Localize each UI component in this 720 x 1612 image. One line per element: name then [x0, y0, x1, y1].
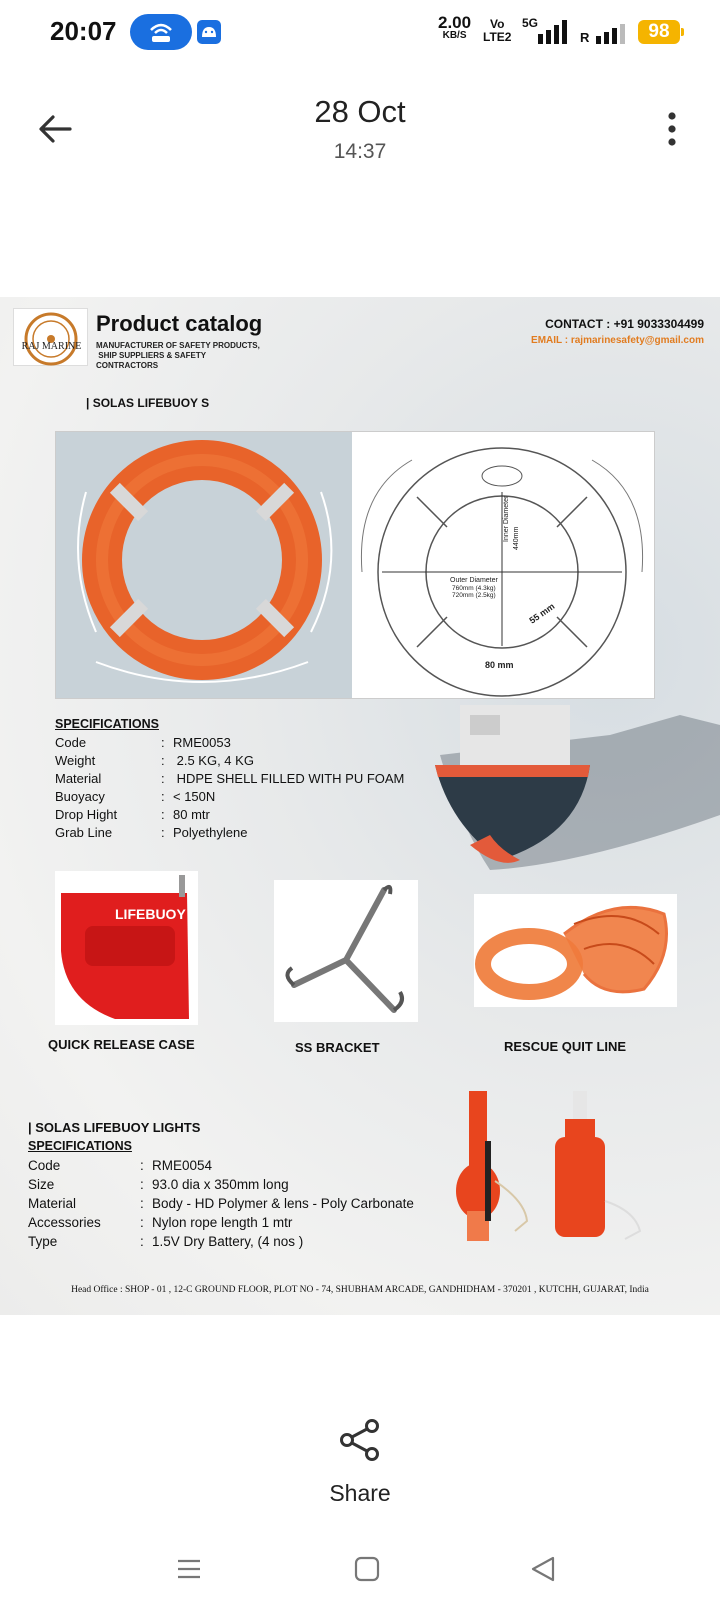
svg-text:80 mm: 80 mm — [485, 660, 514, 670]
lights-spec-row: Material : Body - HD Polymer & lens - Poly Carbonate — [28, 1196, 414, 1211]
svg-text:55 mm: 55 mm — [527, 601, 557, 626]
quick-release-case-image — [55, 871, 198, 1025]
svg-text:720mm (2.5kg): 720mm (2.5kg) — [452, 592, 496, 599]
lifebuoy-diagram-drawing — [352, 432, 654, 698]
media-date: 28 Oct — [314, 94, 406, 129]
more-vertical-icon — [667, 112, 677, 146]
lights-specs-heading: SPECIFICATIONS — [28, 1139, 132, 1153]
lights-spec-row: Accessories : Nylon rope length 1 mtr — [28, 1215, 293, 1230]
roaming-indicator: R — [580, 30, 590, 45]
ss-bracket-image — [274, 880, 418, 1022]
svg-text:LIFEBUOY: LIFEBUOY — [115, 906, 186, 922]
catalog-image[interactable] — [0, 297, 720, 1315]
signal-sim2-icon — [594, 24, 628, 44]
volte-indicator: Vo LTE2 — [483, 17, 512, 44]
lifebuoy-ring-icon — [56, 432, 352, 698]
section-lifebuoy-lights-title: | SOLAS LIFEBUOY LIGHTS — [28, 1120, 201, 1135]
media-time: 14:37 — [333, 140, 387, 163]
company-logo: RAJ MARINE — [13, 308, 88, 366]
share-icon — [338, 1418, 382, 1462]
lifebuoy-lights-image — [455, 1081, 665, 1251]
spec-row: Grab Line : Polyethylene — [55, 825, 248, 840]
more-options-button[interactable] — [650, 104, 694, 154]
svg-text:440mm: 440mm — [513, 526, 520, 550]
signal-sim1-icon — [536, 20, 570, 44]
spec-row: Weight : 2.5 KG, 4 KG — [55, 753, 254, 768]
menu-icon — [176, 1556, 202, 1582]
catalog-title: Product catalog — [96, 311, 263, 336]
head-office-address: Head Office : SHOP - 01 , 12-C GROUND FLOOR, PLOT NO - 74, SHUBHAM ARCADE, GANDHIDHAM - 370201 , KUTCHH, GUJARAT, India — [71, 1285, 649, 1295]
catalog-subtitle: MANUFACTURER OF SAFETY PRODUCTS, SHIP SUPPLIERS & SAFETY CONTRACTORS — [96, 341, 260, 370]
product-label-ss-bracket: SS BRACKET — [295, 1040, 380, 1055]
network-type: 5G — [522, 16, 539, 30]
contact-phone: CONTACT : +91 9033304499 — [545, 317, 704, 331]
section-lifebuoy-title: | SOLAS LIFEBUOY S — [86, 396, 210, 410]
svg-text:760mm (4.3kg): 760mm (4.3kg) — [452, 585, 496, 592]
nav-home-button[interactable] — [354, 1556, 380, 1582]
ship-wheel-logo-icon — [20, 311, 82, 367]
hotspot-icon — [147, 20, 175, 44]
lifebuoy-specs-heading: SPECIFICATIONS — [55, 717, 159, 731]
lights-spec-row: Size : 93.0 dia x 350mm long — [28, 1177, 289, 1192]
nav-recent-apps-button[interactable] — [176, 1556, 202, 1582]
product-label-rescue-quit-line: RESCUE QUIT LINE — [504, 1039, 627, 1054]
share-button[interactable] — [300, 1418, 420, 1514]
contact-email: EMAIL : rajmarinesafety@gmail.com — [531, 335, 704, 346]
lights-spec-row: Code : RME0054 — [28, 1158, 213, 1173]
spec-row: Material : HDPE SHELL FILLED WITH PU FOAM — [55, 771, 405, 786]
svg-text:Outer Diameter: Outer Diameter — [450, 577, 498, 584]
status-time: 20:07 — [50, 16, 117, 46]
spec-row: Code : RME0053 — [55, 735, 231, 750]
share-label: Share — [329, 1480, 391, 1506]
back-triangle-icon — [530, 1556, 556, 1582]
home-square-icon — [354, 1556, 380, 1582]
network-speed: 2.00 KB/S — [438, 13, 472, 41]
lifebuoy-photo-panel — [55, 431, 655, 699]
rescue-quit-line-image — [474, 894, 677, 1007]
spec-row: Buoyacy : < 150N — [55, 789, 216, 804]
lifebuoy-photo — [56, 432, 352, 698]
app-header — [0, 80, 720, 170]
product-label-quick-release-case: QUICK RELEASE CASE — [48, 1037, 195, 1052]
status-bar — [0, 0, 720, 64]
svg-text:Inner Diameter: Inner Diameter — [503, 495, 510, 542]
battery-indicator: 98 — [638, 20, 680, 44]
lifebuoy-diagram — [352, 432, 654, 698]
nav-back-button[interactable] — [530, 1556, 556, 1582]
lights-spec-row: Type : 1.5V Dry Battery, (4 nos ) — [28, 1234, 304, 1249]
spec-row: Drop Hight : 80 mtr — [55, 807, 210, 822]
ship-bow-image — [430, 695, 720, 875]
hotspot-indicator[interactable] — [130, 14, 192, 50]
android-notification-icon — [197, 20, 221, 44]
